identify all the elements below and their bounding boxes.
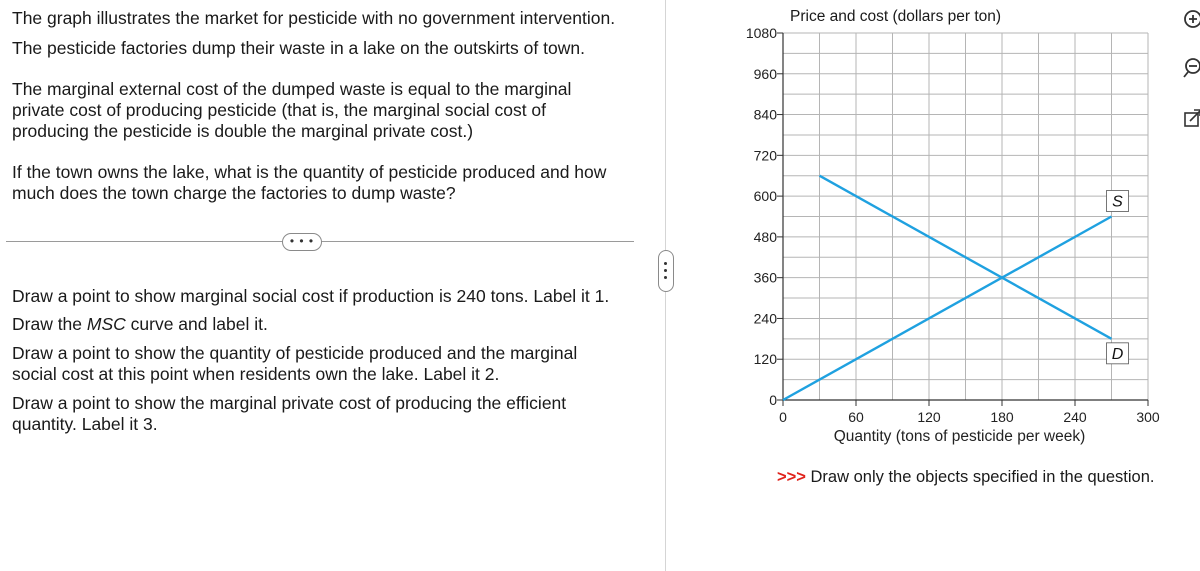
supply-curve[interactable] bbox=[783, 217, 1112, 401]
x-tick-label: 0 bbox=[779, 409, 787, 425]
x-tick-label: 60 bbox=[848, 409, 864, 425]
question-ask-line: much does the town charge the factories to dump waste? bbox=[12, 183, 456, 203]
demand-label: D bbox=[1111, 345, 1124, 363]
task-1: Draw a point to show marginal social cost if production is 240 tons. Label it 1. bbox=[12, 286, 610, 306]
zoom-out-button[interactable] bbox=[1181, 56, 1200, 78]
instruction-arrows: >>> bbox=[777, 468, 806, 486]
y-tick-label: 600 bbox=[753, 188, 777, 205]
task-4-line: Draw a point to show the marginal private cost of producing the efficient bbox=[12, 393, 567, 413]
y-tick-label: 720 bbox=[753, 147, 777, 164]
y-tick-label: 840 bbox=[753, 106, 777, 123]
supply-label: S bbox=[1112, 193, 1123, 211]
external-link-icon bbox=[1181, 106, 1200, 128]
instruction-body: Draw only the objects specified in the question. bbox=[805, 468, 1155, 486]
question-externality-line: The marginal external cost of the dumped waste is equal to the marginal bbox=[12, 79, 572, 99]
zoom-in-button[interactable] bbox=[1181, 8, 1200, 30]
question-line-1: The graph illustrates the market for pesticide with no government intervention. bbox=[12, 8, 616, 28]
task-3-line: social cost at this point when residents own the lake. Label it 2. bbox=[12, 364, 500, 384]
axes bbox=[777, 33, 1148, 406]
task-3-line: Draw a point to show the quantity of pesticide produced and the marginal bbox=[12, 343, 578, 363]
x-tick-label: 120 bbox=[917, 409, 941, 425]
x-axis-title: Quantity (tons of pesticide per week) bbox=[833, 428, 1086, 445]
question-ask-line: If the town owns the lake, what is the quantity of pesticide produced and how bbox=[12, 162, 607, 182]
y-tick-label: 1080 bbox=[745, 25, 777, 41]
x-tick-label: 240 bbox=[1063, 409, 1087, 425]
y-tick-label: 480 bbox=[753, 228, 777, 245]
y-tick-label: 240 bbox=[753, 310, 777, 327]
task-2-msc: MSC bbox=[86, 314, 126, 334]
y-tick-label: 960 bbox=[753, 65, 777, 82]
question-externality-line: producing the pesticide is double the marginal private cost.) bbox=[12, 121, 474, 141]
grid bbox=[783, 33, 1148, 400]
series[interactable] bbox=[783, 176, 1112, 400]
expand-more-button[interactable]: • • • bbox=[282, 233, 322, 251]
chart-title: Price and cost (dollars per ton) bbox=[790, 8, 1002, 25]
zoom-in-icon bbox=[1181, 8, 1200, 30]
task-2-prefix: Draw the bbox=[12, 314, 87, 334]
instruction-text bbox=[777, 468, 1154, 487]
y-tick-label: 0 bbox=[769, 392, 777, 408]
task-4-line: quantity. Label it 3. bbox=[12, 414, 158, 434]
popout-button[interactable] bbox=[1181, 106, 1200, 128]
question-externality-line: private cost of producing pesticide (that is, the marginal social cost of bbox=[12, 100, 547, 120]
y-tick-label: 120 bbox=[753, 351, 777, 368]
task-2-suffix: curve and label it. bbox=[125, 314, 268, 334]
x-tick-label: 300 bbox=[1136, 409, 1160, 425]
labels bbox=[746, 25, 1160, 445]
question-line-2: The pesticide factories dump their waste in a lake on the outskirts of town. bbox=[12, 38, 585, 58]
y-tick-label: 360 bbox=[753, 269, 777, 286]
zoom-out-icon bbox=[1181, 56, 1200, 78]
x-tick-label: 180 bbox=[990, 409, 1014, 425]
